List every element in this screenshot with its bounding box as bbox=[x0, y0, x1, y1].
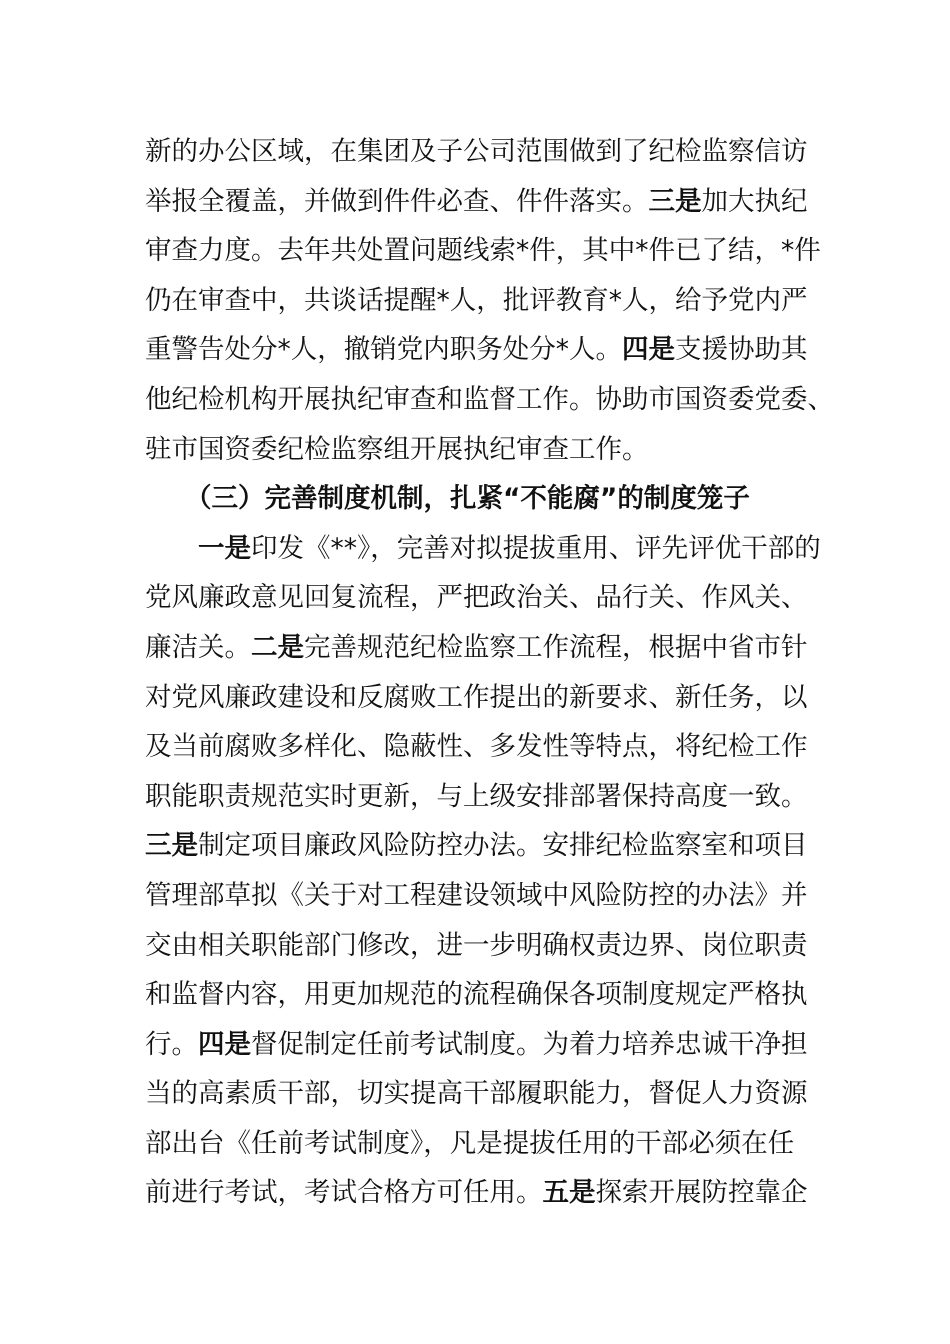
document-body bbox=[145, 127, 834, 1218]
text-segment: 加大执纪 bbox=[701, 185, 808, 217]
text-segment: 新的办公区域，在集团及子公司范围做到了纪检监察信访 bbox=[145, 136, 808, 167]
section-heading bbox=[145, 474, 805, 524]
text-segment: 廉洁关。 bbox=[145, 631, 251, 663]
text-segment: 督促制定任前考试制度。为着力培养忠诚干净担 bbox=[251, 1028, 808, 1060]
bold-text-segment: 四是 bbox=[198, 1028, 251, 1060]
paragraph-line bbox=[145, 722, 808, 772]
text-segment: 党风廉政意见回复流程，严把政治关、品行关、作风关、 bbox=[145, 582, 808, 614]
text-segment: 探索开展防控靠企 bbox=[595, 1177, 808, 1209]
paragraph-line bbox=[145, 1069, 808, 1119]
text-segment: 支援协助其 bbox=[675, 334, 808, 366]
text-segment: 对党风廉政建设和反腐败工作提出的新要求、新任务，以 bbox=[145, 681, 808, 713]
bold-text-segment: 四是 bbox=[622, 334, 675, 366]
text-segment: 驻市国资委纪检监察组开展执纪审查工作。 bbox=[145, 433, 649, 465]
paragraph-line bbox=[145, 1168, 808, 1218]
text-segment: 完善规范纪检监察工作流程，根据中省市针 bbox=[304, 631, 808, 663]
paragraph-line bbox=[145, 673, 808, 723]
paragraph-line bbox=[145, 921, 808, 971]
text-segment: 部出台《任前考试制度》，凡是提拔任用的干部必须在任 bbox=[145, 1127, 795, 1159]
bold-text-segment: 三是 bbox=[145, 830, 198, 862]
text-segment: 和监督内容，用更加规范的流程确保各项制度规定严格执 bbox=[145, 979, 808, 1011]
text-segment: 管理部草拟《关于对工程建设领域中风险防控的办法》并 bbox=[145, 879, 808, 911]
paragraph-line bbox=[145, 1119, 805, 1169]
paragraph-line bbox=[145, 276, 808, 326]
text-segment: 当的高素质干部，切实提高干部履职能力，督促人力资源 bbox=[145, 1078, 808, 1110]
text-segment: 前进行考试，考试合格方可任用。 bbox=[145, 1177, 543, 1209]
bold-text-segment: 二是 bbox=[251, 631, 304, 663]
bold-text-segment: 一是 bbox=[198, 532, 251, 564]
text-segment: 他纪检机构开展执纪审查和监督工作。协助市国资委党委、 bbox=[145, 383, 834, 415]
text-segment: 重警告处分*人，撤销党内职务处分*人。 bbox=[145, 334, 622, 366]
paragraph-line bbox=[145, 127, 808, 177]
paragraph-line bbox=[145, 226, 821, 276]
paragraph-line bbox=[145, 970, 808, 1020]
text-segment: 印发《**》，完善对拟提拔重用、评先评优干部的 bbox=[251, 532, 821, 564]
paragraph-line bbox=[145, 325, 808, 375]
paragraph-line bbox=[145, 524, 821, 574]
text-segment: 制定项目廉政风险防控办法。安排纪检监察室和项目 bbox=[198, 830, 808, 862]
bold-text-segment: （三）完善制度机制，扎紧“不能腐”的制度笼子 bbox=[185, 483, 750, 515]
text-segment: 职能职责规范实时更新，与上级安排部署保持高度一致。 bbox=[145, 780, 808, 812]
text-segment: 仍在审查中，共谈话提醒*人，批评教育*人，给予党内严 bbox=[145, 284, 808, 316]
text-segment: 交由相关职能部门修改，进一步明确权责边界、岗位职责 bbox=[145, 929, 808, 961]
paragraph-line bbox=[145, 425, 805, 475]
paragraph-line bbox=[145, 821, 808, 871]
paragraph-line bbox=[145, 871, 808, 921]
text-segment: 举报全覆盖，并做到件件必查、件件落实。 bbox=[145, 185, 649, 217]
text-segment: 行。 bbox=[145, 1028, 198, 1060]
paragraph-line bbox=[145, 772, 808, 822]
text-segment: 审查力度。去年共处置问题线索*件，其中*件已了结，*件 bbox=[145, 235, 821, 267]
paragraph-line bbox=[145, 573, 808, 623]
paragraph-line bbox=[145, 375, 834, 425]
paragraph-line bbox=[145, 1020, 808, 1070]
paragraph-line bbox=[145, 623, 808, 673]
bold-text-segment: 三是 bbox=[648, 185, 702, 217]
text-segment: 及当前腐败多样化、隐蔽性、多发性等特点，将纪检工作 bbox=[145, 731, 808, 763]
paragraph-line bbox=[145, 177, 808, 227]
bold-text-segment: 五是 bbox=[542, 1177, 596, 1209]
